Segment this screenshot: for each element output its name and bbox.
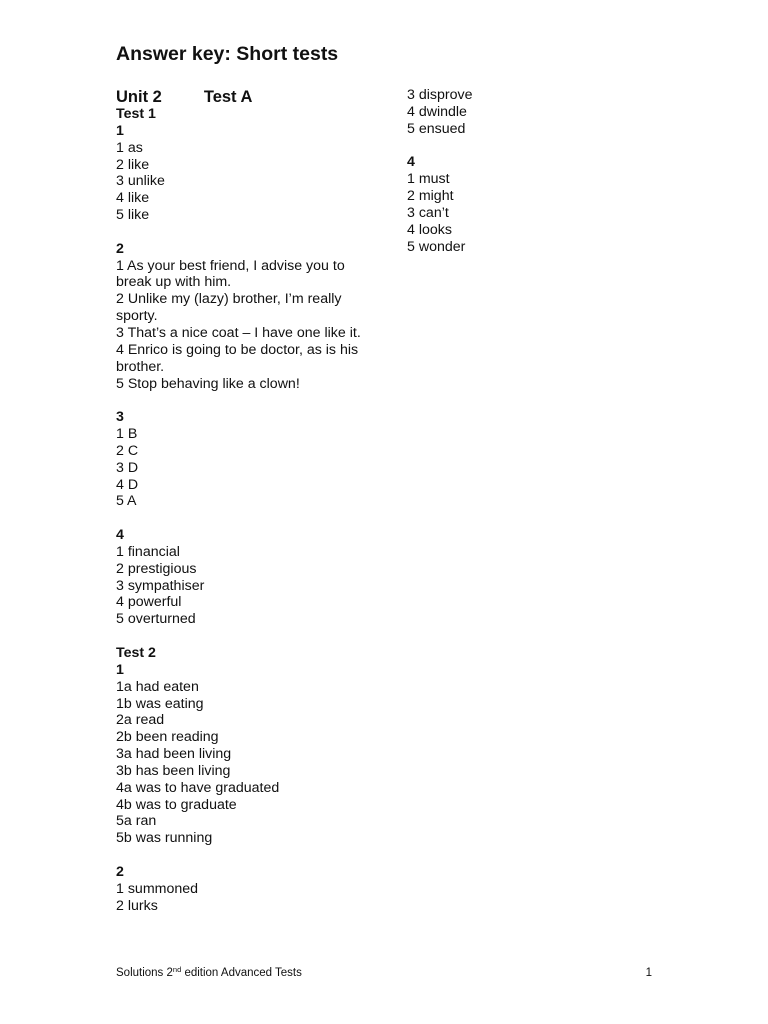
answer-line: 5 overturned (116, 611, 196, 628)
answer-line: 2 might (407, 188, 454, 205)
answer-line: 1 as (116, 139, 143, 156)
answer-line: 5 wonder (407, 238, 466, 255)
answer-line: 4 dwindle (407, 103, 467, 120)
answer-line: 4 like (116, 190, 150, 207)
spacer (116, 224, 368, 241)
answer-line: 3 disprove (407, 87, 473, 103)
unit-label: Unit 2 (116, 88, 162, 106)
section-heading: 4 (407, 154, 415, 171)
answer-line: 2a read (116, 712, 165, 729)
answer-line: 4b was to graduate (116, 796, 237, 813)
spacer (116, 847, 368, 864)
answer-line: 1 summoned (116, 880, 199, 897)
section-heading: 1 (116, 661, 124, 678)
footer-book-suffix: edition Advanced Tests (181, 967, 302, 979)
answer-line: 3 sympathiser (116, 577, 205, 594)
section-heading: 2 (116, 240, 124, 257)
answer-column-right (407, 87, 627, 255)
answer-line: 3 D (116, 459, 139, 476)
page-title: Answer key: Short tests (116, 43, 339, 65)
answer-line: 5 A (116, 493, 137, 510)
answer-line: 1b was eating (116, 695, 204, 712)
answer-line: 2 lurks (116, 897, 158, 914)
answer-line: 2 like (116, 156, 150, 173)
answer-line: 4 looks (407, 221, 452, 238)
answer-line: 5 Stop behaving like a clown! (116, 375, 300, 392)
answer-line: 3 can’t (407, 204, 449, 221)
answer-line: 2 Unlike my (lazy) brother, I’m really sporty. (116, 291, 346, 325)
page-number: 1 (645, 967, 652, 979)
section-heading: Test 1 (116, 106, 156, 122)
answer-line: 1 B (116, 426, 138, 443)
section-heading: 3 (116, 409, 124, 426)
answer-line: 3b has been living (116, 762, 231, 779)
answer-line: 1 financial (116, 543, 180, 560)
section-heading: Test 2 (116, 645, 156, 661)
answer-line: 1 must (407, 171, 450, 188)
footer-book-superscript: nd (172, 965, 182, 974)
section-heading: 2 (116, 863, 124, 880)
unit-heading (116, 87, 252, 107)
section-heading: 1 (116, 122, 124, 139)
test-label: Test A (203, 88, 253, 106)
spacer (116, 628, 368, 645)
spacer (407, 138, 627, 155)
answer-line: 5b was running (116, 830, 213, 847)
answer-line: 2b been reading (116, 729, 219, 746)
answer-line: 3 That’s a nice coat – I have one like it. (116, 324, 361, 341)
spacer (116, 392, 368, 409)
answer-line: 5 like (116, 207, 150, 224)
answer-column-left (116, 106, 368, 915)
footer-book-title (116, 966, 302, 980)
answer-line: 2 C (116, 442, 139, 459)
answer-line: 4 powerful (116, 594, 182, 611)
footer-book-prefix: Solutions 2 (116, 967, 173, 979)
answer-line: 5 ensued (407, 120, 466, 137)
spacer (116, 510, 368, 527)
answer-line: 4 D (116, 476, 139, 493)
answer-line: 3a had been living (116, 746, 232, 763)
answer-line: 1a had eaten (116, 678, 199, 695)
answer-line: 5a ran (116, 813, 157, 830)
answer-line: 4a was to have graduated (116, 779, 280, 796)
answer-line: 1 As your best friend, I advise you to break up with him. (116, 257, 349, 291)
section-heading: 4 (116, 527, 124, 544)
answer-line: 4 Enrico is going to be doctor, as is his brother. (116, 341, 363, 375)
answer-line: 2 prestigious (116, 560, 197, 577)
answer-line: 3 unlike (116, 173, 165, 190)
